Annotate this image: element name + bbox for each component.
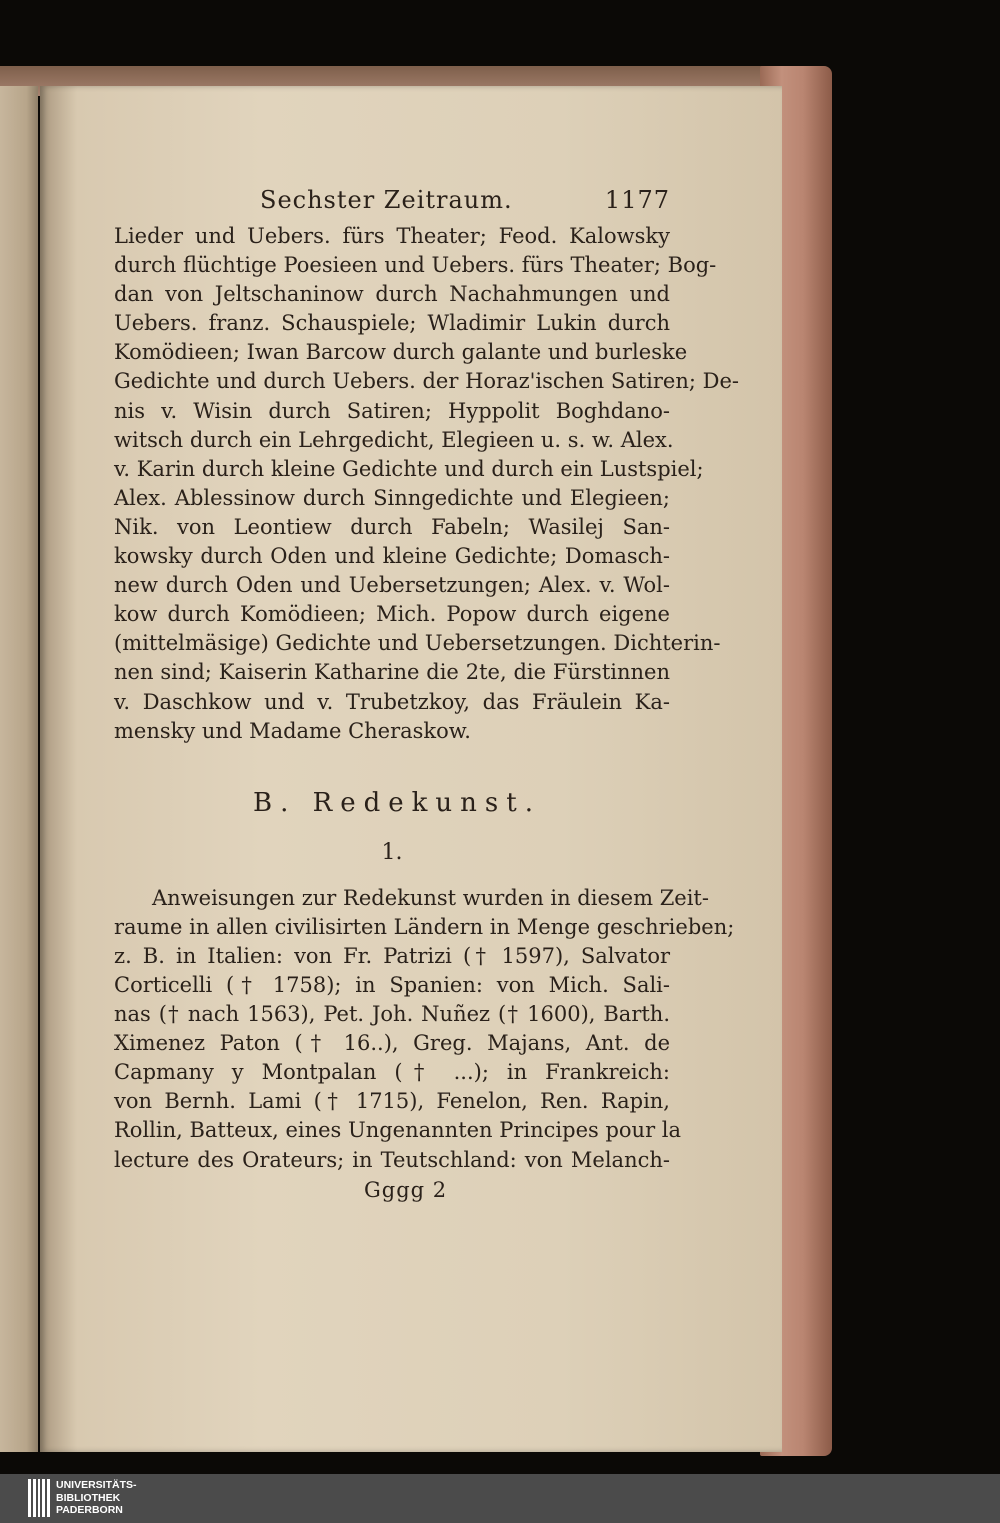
text-line: new durch Oden und Uebersetzungen; Alex. v. Wol-: [114, 573, 670, 598]
text-line: Anweisungen zur Redekunst wurden in diesem Zeit-: [152, 885, 709, 910]
logo-line: PADERBORN: [56, 1504, 123, 1516]
text-line: kowsky durch Oden und kleine Gedichte; Domasch-: [114, 544, 670, 569]
text-line: Alex. Ablessinow durch Sinngedichte und Elegieen;: [114, 485, 670, 510]
text-line: raume in allen civilisirten Ländern in Menge geschrieben;: [114, 914, 735, 939]
text-line: Komödieen; Iwan Barcow durch galante und burleske: [114, 340, 688, 365]
text-line: Gedichte und durch Uebers. der Horaz'ischen Satiren; De-: [114, 369, 739, 394]
text-line: Corticelli († 1758); in Spanien: von Mich. Sali-: [114, 972, 670, 997]
text-line: durch flüchtige Poesieen und Uebers. fürs Theater; Bog-: [114, 253, 717, 278]
text-line: Rollin, Batteux, eines Ungenannten Principes pour la: [114, 1118, 682, 1143]
footer-bar: [0, 1474, 1000, 1523]
text-line: Lieder und Uebers. fürs Theater; Feod. Kalowsky: [114, 224, 670, 248]
running-head: [114, 186, 670, 222]
library-logo-text: [56, 1479, 137, 1517]
text-line: Capmany y Montpalan († ...); in Frankreich:: [114, 1060, 670, 1085]
running-head-title: Sechster Zeitraum.: [260, 186, 513, 214]
text-line: von Bernh. Lami († 1715), Fenelon, Ren. Rapin,: [114, 1089, 670, 1114]
facing-page-edge: [0, 86, 38, 1452]
text-line: Ximenez Paton († 16..), Greg. Majans, Ant. de: [114, 1031, 670, 1056]
text-line: witsch durch ein Lehrgedicht, Elegieen u. s. w. Alex.: [114, 427, 674, 452]
section-heading: B. Redekunst.: [253, 787, 541, 818]
logo-line: BIBLIOTHEK: [56, 1491, 121, 1504]
text-line: z. B. in Italien: von Fr. Patrizi († 1597), Salvator: [114, 943, 670, 968]
text-line: v. Daschkow und v. Trubetzkoy, das Fräulein Ka-: [114, 689, 670, 714]
text-line: dan von Jeltschaninow durch Nachahmungen und: [114, 282, 670, 307]
text-line: nis v. Wisin durch Satiren; Hyppolit Boghdano-: [114, 398, 670, 423]
library-logo-icon: [28, 1479, 50, 1517]
text-line: (mittelmäsige) Gedichte und Uebersetzungen. Dichterin-: [114, 631, 721, 656]
text-line: kow durch Komödieen; Mich. Popow durch eigene: [114, 602, 670, 627]
body-paragraph: [114, 222, 739, 746]
text-line: v. Karin durch kleine Gedichte und durch ein Lustspiel;: [114, 456, 704, 481]
text-line: lecture des Orateurs; in Teutschland: von Melanch-: [114, 1147, 670, 1172]
text-line: nen sind; Kaiserin Katharine die 2te, die Fürstinnen: [114, 660, 670, 685]
text-line: nas († nach 1563), Pet. Joh. Nuñez († 1600), Barth.: [114, 1002, 670, 1027]
text-line: Uebers. franz. Schauspiele; Wladimir Lukin durch: [114, 311, 670, 336]
signature-mark: Gggg 2: [364, 1177, 448, 1202]
text-line: Nik. von Leontiew durch Fabeln; Wasilej San-: [114, 514, 670, 539]
section-paragraph: [114, 884, 735, 1175]
page-number: 1177: [604, 186, 670, 214]
logo-line: UNIVERSITÄTS-: [56, 1479, 137, 1491]
section-numeral: 1.: [381, 839, 403, 865]
text-line: mensky und Madame Cheraskow.: [114, 718, 471, 743]
page-text-block: [114, 186, 739, 1205]
